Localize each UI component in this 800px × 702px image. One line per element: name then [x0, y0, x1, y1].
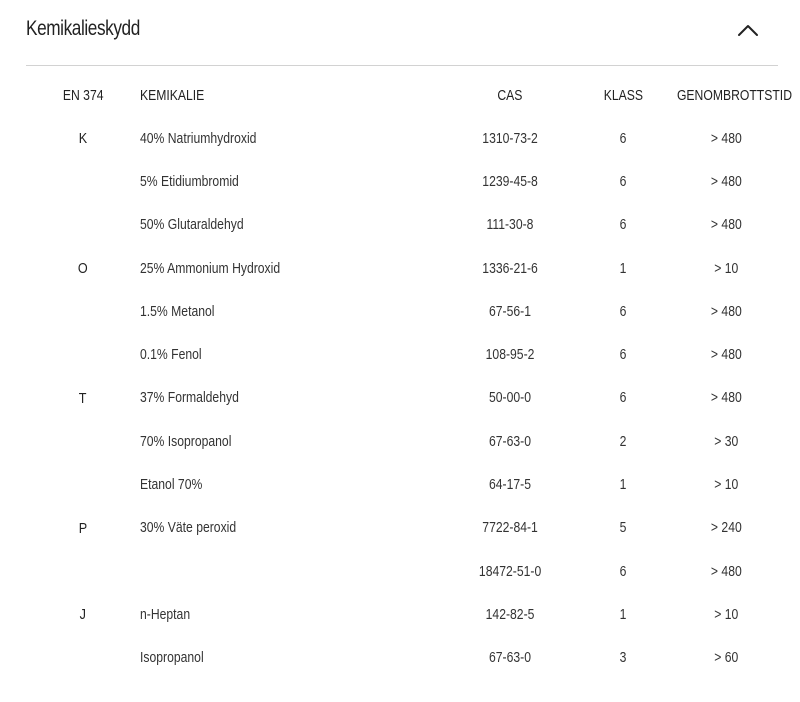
cell-class: 6	[619, 390, 627, 407]
cell-breakthrough-time: > 10	[713, 606, 739, 623]
cell-en374-code	[26, 420, 140, 463]
cell-breakthrough-time: > 240	[710, 520, 742, 537]
cell-chemical: 30% Väte peroxid	[140, 520, 237, 537]
cell-breakthrough-time: > 480	[710, 347, 742, 364]
column-header-chemical: KEMIKALIE	[140, 87, 205, 104]
cell-chemical: n-Heptan	[140, 606, 191, 623]
cell-breakthrough-time: > 60	[713, 650, 739, 667]
cell-cas-number: 67-63-0	[488, 650, 531, 667]
cell-cas-number: 111-30-8	[486, 217, 534, 234]
table-row	[26, 420, 786, 463]
cell-cas-number: 7722-84-1	[482, 520, 538, 537]
cell-chemical: 40% Natriumhydroxid	[140, 130, 257, 147]
table-row	[26, 637, 786, 680]
chevron-up-icon[interactable]	[736, 18, 760, 42]
cell-class: 5	[619, 520, 627, 537]
cell-cas-number: 64-17-5	[488, 477, 531, 494]
table-row	[26, 593, 786, 636]
chemical-protection-section	[26, 0, 778, 66]
cell-en374-code	[26, 463, 140, 506]
cell-chemical: 25% Ammonium Hydroxid	[140, 260, 281, 277]
cell-chemical	[140, 550, 440, 593]
cell-class: 1	[619, 606, 627, 623]
cell-class: 6	[619, 130, 627, 147]
cell-cas-number: 67-63-0	[488, 433, 531, 450]
table-row	[26, 333, 786, 376]
column-header-class: KLASS	[603, 87, 643, 104]
cell-breakthrough-time: > 480	[710, 130, 742, 147]
cell-breakthrough-time: > 480	[710, 173, 742, 190]
cell-cas-number: 108-95-2	[485, 347, 535, 364]
cell-en374-code: P	[78, 519, 88, 537]
cell-chemical: Etanol 70%	[140, 477, 203, 494]
cell-en374-code	[26, 637, 140, 680]
cell-en374-code: J	[79, 606, 87, 624]
cell-cas-number: 18472-51-0	[478, 563, 542, 580]
cell-en374-code	[26, 290, 140, 333]
cell-en374-code	[26, 204, 140, 247]
cell-chemical: 70% Isopropanol	[140, 433, 232, 450]
table-row	[26, 377, 786, 420]
cell-breakthrough-time: > 480	[710, 303, 742, 320]
cell-class: 1	[619, 260, 627, 277]
table-row	[26, 507, 786, 550]
cell-class: 6	[619, 217, 627, 234]
chemical-resistance-table	[26, 74, 792, 680]
cell-cas-number: 50-00-0	[488, 390, 531, 407]
cell-chemical: 5% Etidiumbromid	[140, 173, 239, 190]
column-header-cas: CAS	[497, 87, 523, 104]
cell-chemical: 1.5% Metanol	[140, 303, 215, 320]
cell-en374-code: T	[79, 389, 87, 407]
cell-class: 6	[619, 303, 627, 320]
table-row	[26, 550, 786, 593]
cell-breakthrough-time: > 10	[713, 477, 739, 494]
cell-en374-code	[26, 550, 140, 593]
cell-breakthrough-time: > 10	[713, 260, 739, 277]
cell-breakthrough-time: > 480	[710, 390, 742, 407]
cell-cas-number: 142-82-5	[485, 606, 535, 623]
cell-breakthrough-time: > 30	[713, 433, 739, 450]
accordion-header[interactable]	[26, 0, 778, 66]
table-row	[26, 160, 786, 203]
column-header-en374: EN 374	[62, 87, 104, 104]
cell-class: 2	[619, 433, 627, 450]
cell-chemical: 50% Glutaraldehyd	[140, 217, 244, 234]
table-row	[26, 463, 786, 506]
cell-breakthrough-time: > 480	[710, 217, 742, 234]
table-row	[26, 117, 786, 160]
cell-en374-code: O	[78, 260, 88, 278]
table-row	[26, 247, 786, 290]
cell-chemical: 37% Formaldehyd	[140, 390, 239, 407]
cell-chemical: Isopropanol	[140, 650, 204, 667]
cell-class: 6	[619, 563, 627, 580]
cell-en374-code: K	[78, 130, 88, 148]
table-row	[26, 290, 786, 333]
table-header-row	[26, 74, 786, 117]
cell-class: 6	[619, 173, 627, 190]
cell-chemical: 0.1% Fenol	[140, 347, 202, 364]
cell-cas-number: 67-56-1	[488, 303, 531, 320]
cell-class: 3	[619, 650, 627, 667]
column-header-breakthrough: GENOMBROTTSTID	[676, 87, 792, 104]
cell-class: 6	[619, 347, 627, 364]
cell-en374-code	[26, 333, 140, 376]
cell-cas-number: 1336-21-6	[482, 260, 538, 277]
cell-cas-number: 1239-45-8	[482, 173, 538, 190]
cell-class: 1	[619, 477, 627, 494]
table-row	[26, 204, 786, 247]
cell-en374-code	[26, 160, 140, 203]
cell-cas-number: 1310-73-2	[482, 130, 538, 147]
cell-breakthrough-time: > 480	[710, 563, 742, 580]
section-title: Kemikalieskydd	[26, 16, 140, 40]
